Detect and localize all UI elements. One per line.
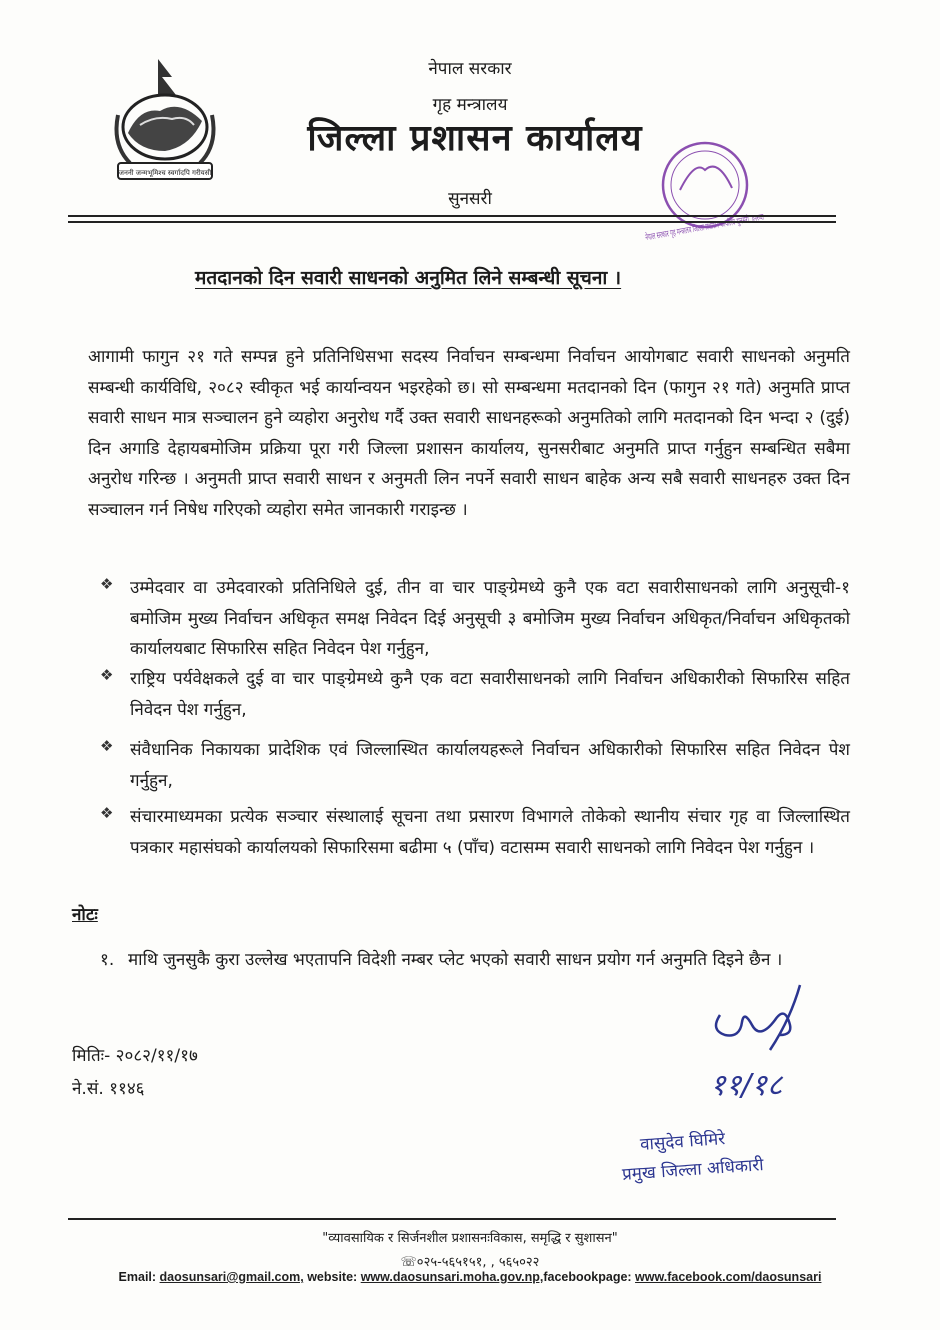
office-stamp — [640, 130, 867, 260]
website-label: website: — [303, 1270, 361, 1284]
notice-subject: मतदानको दिन सवारी साधनको अनुमित लिने सम्बन्धी सूचना । — [195, 267, 622, 289]
nepal-sambat-date: ने.सं. ११४६ — [72, 1079, 145, 1099]
emblem-motto: जननी जन्मभूमिश्च स्वर्गादपि गरीयसी — [118, 169, 212, 177]
email-label: Email: — [118, 1270, 160, 1284]
header-district: सुनसरी — [448, 189, 492, 209]
bullet-diamond-icon: ❖ — [100, 737, 114, 755]
note-heading: नोटः — [72, 905, 98, 925]
signature — [680, 980, 830, 1110]
nepal-emblem-icon — [110, 55, 220, 190]
header-rule-top — [68, 215, 836, 217]
header-office: जिल्ला प्रशासन कार्यालय — [307, 118, 643, 159]
list-item — [100, 664, 850, 725]
document-date: मितिः- २०८२/११/१७ — [72, 1046, 198, 1066]
footer-rule — [68, 1218, 836, 1220]
note-number: १. — [100, 950, 115, 970]
footer-phone: ☏०२५-५६५१५१, , ५६५०२२ — [400, 1255, 540, 1270]
header-ministry: गृह मन्त्रालय — [432, 95, 508, 115]
bullet-diamond-icon: ❖ — [100, 575, 114, 593]
bullet-text: संचारमाध्यमका प्रत्येक सञ्चार संस्थालाई सूचना तथा प्रसारण विभागले तोकेको स्थानीय संचार गृह वा जिल्लास्थित पत्रकार महासंघको कार्यालयको सिफारिसमा बढीमा ५ (पाँच) वटासम्म सवारी साधनको लागि निवेदन पेश गर्नुहुन । — [130, 807, 850, 858]
signer-name: वासुदेव घिमिरे — [639, 1129, 726, 1155]
footer-contact — [0, 1270, 940, 1284]
header-rule-bottom — [68, 221, 836, 223]
list-item — [100, 802, 850, 863]
email-link[interactable]: daosunsari@gmail.com, — [159, 1270, 304, 1284]
website-link[interactable]: www.daosunsari.moha.gov.np, — [360, 1270, 544, 1284]
signer-title: प्रमुख जिल्ला अधिकारी — [621, 1155, 765, 1185]
footer-slogan: "व्यावसायिक र सिर्जनशील प्रशासनःविकास, समृद्धि र सुशासन" — [322, 1231, 618, 1246]
note-item — [100, 945, 850, 976]
intro-paragraph: आगामी फागुन २१ गते सम्पन्न हुने प्रतिनिधिसभा सदस्य निर्वाचन सम्बन्धमा निर्वाचन आयोगबाट सवारी साधनको अनुमति सम्बन्धी कार्यविधि, २०८२ स्वीकृत भई कार्यान्वयन भइरहेको छ। सो सम्बन्धमा मतदानको दिन (फागुन २१ गते) अनुमति प्राप्त सवारी साधन मात्र सञ्चालन हुने व्यहोरा अनुरोध गर्दै उक्त सवारी साधनहरूको अनुमतिको लागि मतदानको दिन भन्दा २ (दुई) दिन अगाडि देहायबमोजिम प्रक्रिया पूरा गरी जिल्ला प्रशासन कार्यालय, सुनसरीबाट अनुमति प्राप्त गर्नुहुन सम्बन्धित सबैमा अनुरोध गरिन्छ । अनुमती प्राप्त सवारी साधन र अनुमती लिन नपर्ने सवारी साधन बाहेक अन्य सबै सवारी साधनहरु उक्त दिन सञ्चालन गर्न निषेध गरिएको व्यहोरा समेत जानकारी गराइन्छ । — [88, 347, 850, 520]
signature-date: ११/१८ — [710, 1068, 783, 1103]
header-government: नेपाल सरकार — [428, 59, 512, 79]
bullet-text: राष्ट्रिय पर्यवेक्षकले दुई वा चार पाङ्ग्रेमध्ये कुनै एक वटा सवारीसाधनको लागि निर्वाचन अधिकारीको सिफारिस सहित निवेदन पेश गर्नुहुन, — [130, 669, 850, 720]
facebook-label: facebookpage: — [543, 1270, 636, 1284]
bullet-text: उम्मेदवार वा उमेदवारको प्रतिनिधिले दुई, तीन वा चार पाङ्ग्रेमध्ये कुनै एक वटा सवारीसाधनको लागि अनुसूची-१ बमोजिम मुख्य निर्वाचन अधिकृत समक्ष निवेदन दिई अनुसूची ३ बमोजिम मुख्य निर्वाचन अधिकृत/निर्वाचन अधिकृतको कार्यालयबाट सिफारिस सहित निवेदन पेश गर्नुहुन, — [130, 578, 850, 659]
note-text: माथि जुनसुकै कुरा उल्लेख भएतापनि विदेशी नम्बर प्लेट भएको सवारी साधन प्रयोग गर्न अनुमति दिइने छैन । — [128, 950, 783, 970]
list-item — [100, 573, 850, 665]
stamp-text: नेपाल सरकार गृह मन्त्रालय जिल्ला प्रशासन कार्यालय सुनसरी, इनरुवा — [644, 194, 867, 244]
bullet-diamond-icon: ❖ — [100, 666, 114, 684]
bullet-diamond-icon: ❖ — [100, 804, 114, 822]
list-item — [100, 735, 850, 796]
facebook-link[interactable]: www.facebook.com/daosunsari — [635, 1270, 822, 1284]
bullet-text: संवैधानिक निकायका प्रादेशिक एवं जिल्लास्थित कार्यालयहरूले निर्वाचन अधिकारीको सिफारिस सहित निवेदन पेश गर्नुहुन, — [130, 740, 850, 791]
